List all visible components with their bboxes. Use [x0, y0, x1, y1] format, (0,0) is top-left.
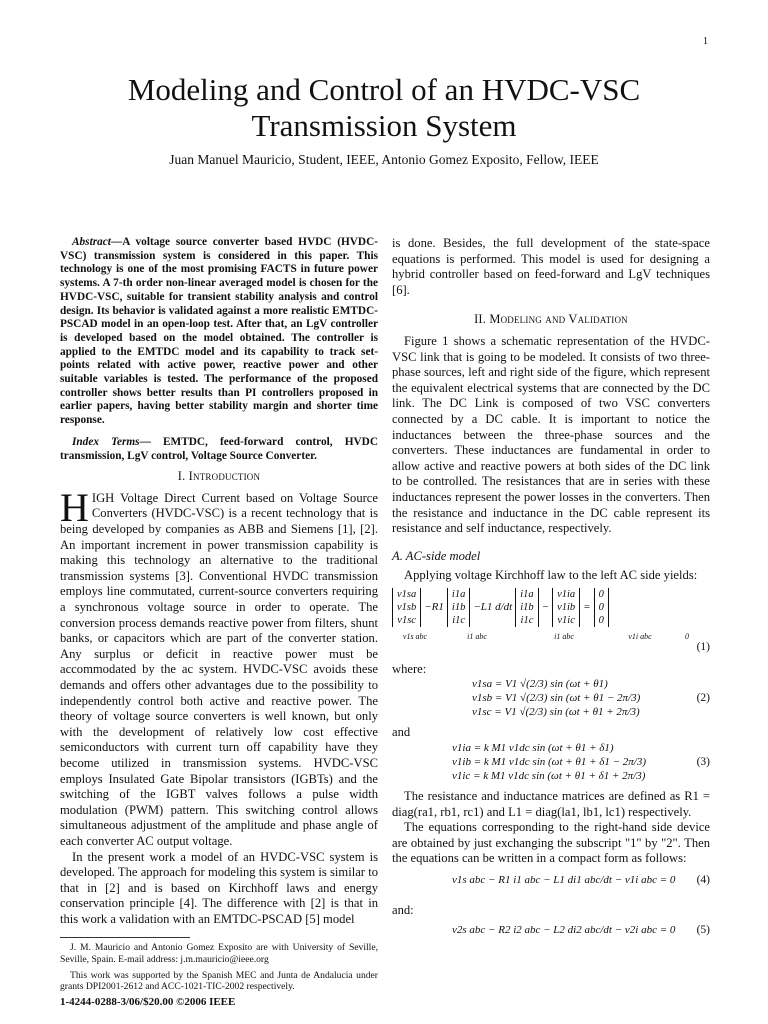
- equation-4-text: v1s abc − R1 i1 abc − L1 di1 abc/dt − v1i abc = 0: [452, 874, 676, 887]
- operator: −: [541, 600, 550, 613]
- underbrace-label: i1 abc: [554, 631, 574, 641]
- matrix-cell: 0: [598, 588, 604, 600]
- index-terms: [60, 436, 378, 463]
- matrix-cell: v1sa: [397, 588, 417, 600]
- underbrace-label: v1s abc: [402, 631, 428, 641]
- matrix-v1s: [392, 588, 421, 627]
- ac-side-intro: Applying voltage Kirchhoff law to the left AC side yields:: [404, 568, 698, 583]
- equation-1-underbraces: [392, 629, 710, 645]
- equation-line: v1ic = k M1 v1dc sin (ωt + θ1 + δ1 + 2π/3): [452, 770, 646, 783]
- intro-paragraph-2: In the present work a model of an HVDC-VSC system is developed. The approach for modeling this system is similar to that in [2] and is based on Kirchhoff laws and energy conservation principle [4]. The difference with [2] is that in this work a validation with an EMTDC-PSCAD [5] model: [60, 849, 378, 926]
- equation-line: v1sb = V1 √(2/3) sin (ωt + θ1 − 2π/3): [472, 692, 641, 705]
- index-terms-label: Index Terms: [72, 435, 140, 448]
- where-label: where:: [392, 661, 427, 676]
- equation-line: v1sa = V1 √(2/3) sin (ωt + θ1): [472, 678, 608, 691]
- matrix-cell: i1a: [520, 588, 534, 600]
- matrix-i1: [447, 588, 470, 627]
- footnote-divider: [60, 937, 190, 938]
- matrix-cell: v1ib: [557, 601, 576, 613]
- abstract-text: —A voltage source converter based HVDC (HVDC-VSC) transmission system is considered in this paper. This technology is one of the most promising FACTS in future power systems. A 7-th order non-linear averaged model is chosen for the HVDC-VSC, suitable for transient stability analysis and control design. Its behavior is validated against a more realistic EMTDC-PSCAD model in an open-loop test. After that, an LgV controller is developed based on the model obtained. The controller is applied to the EMTDC model and its capability to track set-points related with active power, reactive power and other suitable variables is tested. The performance of the proposed controller shows better results than PI controllers proposed in earlier papers, having better stability margin and shorter time response.: [60, 236, 378, 427]
- authors: Juan Manuel Mauricio, Student, IEEE, Antonio Gomez Exposito, Fellow, IEEE: [169, 152, 599, 167]
- equation-3: [392, 741, 710, 789]
- index-terms-text: — EMTDC, feed-forward control, HVDC transmission, LgV control, Voltage Source Converter.: [60, 435, 378, 462]
- right-column: [392, 236, 710, 947]
- equation-number: (1): [696, 640, 710, 653]
- matrix-cell: v1ic: [557, 614, 575, 626]
- operator: −R1: [424, 600, 444, 613]
- operator: −L1 d/dt: [473, 600, 513, 613]
- equation-4: [392, 873, 710, 903]
- right-paragraph-1: is done. Besides, the full development of the state-space equations is performed. This model is used for designing a hybrid controller based on feed-forward and LgV techniques [6].: [392, 236, 710, 297]
- matrix-i1-derivative: [515, 588, 538, 627]
- equation-5: [392, 923, 710, 947]
- equation-number: (3): [696, 756, 710, 769]
- intro-paragraph-1: [60, 484, 378, 850]
- matrix-cell: v1ia: [557, 588, 576, 600]
- underbrace-label: v1i abc: [628, 631, 652, 641]
- matrix-cell: i1b: [520, 601, 534, 613]
- matrix-v1i: [552, 588, 580, 627]
- equation-2: [392, 677, 710, 725]
- subsection-heading-ac-side: A. AC-side model: [392, 548, 481, 563]
- equation-line: v1ia = k M1 v1dc sin (ωt + θ1 + δ1): [452, 742, 614, 755]
- matrix-cell: i1c: [452, 614, 466, 626]
- matrix-cell: 0: [598, 614, 604, 626]
- title-line-1: Modeling and Control of an HVDC-VSC: [127, 72, 641, 107]
- and-label-2: and:: [392, 903, 414, 918]
- equation-3-lines: [392, 741, 710, 783]
- matrix-zero: [594, 588, 609, 627]
- paper-title: [60, 72, 708, 144]
- matrix-cell: 0: [598, 601, 604, 613]
- matrix-cell: i1a: [451, 588, 466, 600]
- drop-cap: H: [60, 484, 89, 530]
- matrix-cell: v1sb: [397, 601, 417, 613]
- copyright-line: 1-4244-0288-3/06/$20.00 ©2006 IEEE: [60, 995, 236, 1008]
- equation-line: v1sc = V1 √(2/3) sin (ωt + θ1 + 2π/3): [472, 706, 640, 719]
- section-heading-modeling: II. Modeling and Validation: [474, 312, 628, 327]
- matrices-definition: The resistance and inductance matrices are defined as R1 = diag(ra1, rb1, rc1) and L1 = diag(la1, lb1, lc1) respectively.: [392, 789, 710, 819]
- equation-1: [392, 588, 710, 658]
- underbrace-label: i1 abc: [467, 631, 487, 641]
- matrix-cell: i1b: [451, 601, 466, 613]
- right-hand-side-note: The equations corresponding to the right-hand side device are obtained by just exchanging the subscript "1" by "2". Then the equations can be written in a compact form as follows:: [392, 820, 710, 866]
- equation-5-text: v2s abc − R2 i2 abc − L2 di2 abc/dt − v2i abc = 0: [452, 923, 676, 936]
- intro-paragraph-1-text: IGH Voltage Direct Current based on Voltage Source Converters (HVDC-VSC) is a recent technology that is being developed by companies as ABB and Siemens [1], [2]. An important increment in power transmission capability is making this technology an alternative to the traditional transmission systems [3]. Conventional HVDC transmission employs line commutated, current-source converters requiring a synchronous voltage source in order to operate. The conversion process demands reactive power from filters, shunt banks, or capacitors which are part of the converter station. Any surplus or deficit in reactive power must be accommodated by the ac system. HVDC-VSC avoids these demands and offers other advantages due to the possibility to independently control both active and reactive power. The theory of voltage source converters is well known, but only with the development of relatively low cost effective semiconductors with current turn off capability have they become utilized in transmission systems. HVDC-VSC employs Insulated Gate Bipolar transistors (IGBTs) and the switching of the IGBT valves follows a pulse width modulation (PWM) pattern. This switching control allows simultaneous adjustment of the amplitude and phase angle of each converter AC output voltage.: [60, 490, 378, 848]
- equation-2-lines: [392, 677, 710, 719]
- abstract-label: Abstract: [72, 236, 111, 248]
- modeling-paragraph-1: Figure 1 shows a schematic representation of the HVDC-VSC link that is going to be modeled. It consists of two three-phase sources, left and right side of the figure, which represent the equivalent electrical systems that are connected by the DC link. The DC Link is composed of two VSC converters connected by a DC cable. It is important to notice the inductances between the three-phase sources and the converters. These inductances are fundamental in order to allow active and reactive powers at both sides of the DC link to be controlled. The resistances that are in series with these inductances represent the power losses in the converters. Then the resistance and inductance in the DC cable represent its resistance and self inductance, respectively.: [392, 333, 710, 536]
- operator: =: [583, 600, 591, 613]
- equation-number: (2): [696, 692, 710, 705]
- page-number: 1: [703, 36, 708, 47]
- section-heading-introduction: I. Introduction: [177, 469, 261, 484]
- and-label: and: [392, 725, 411, 740]
- abstract: [60, 236, 378, 428]
- equation-number: (4): [696, 874, 710, 887]
- matrix-cell: v1sc: [397, 614, 416, 626]
- footnote-affiliation: J. M. Mauricio and Antonio Gomez Exposito are with University of Seville, Seville, Spain. E-mail address: j.m.mauricio@ieee.org: [60, 942, 378, 966]
- title-line-2: Transmission System: [251, 108, 517, 143]
- equation-1-row: [392, 588, 710, 627]
- matrix-cell: i1c: [520, 614, 534, 626]
- left-column: [60, 236, 378, 1010]
- equation-number: (5): [696, 923, 710, 936]
- underbrace-label: 0: [685, 631, 689, 641]
- footnote-funding: This work was supported by the Spanish MEC and Junta de Andalucia under grants DPI2001-2612 and ACC-1021-TIC-2002 respectively.: [60, 969, 378, 993]
- equation-line: v1ib = k M1 v1dc sin (ωt + θ1 + δ1 − 2π/3): [452, 756, 647, 769]
